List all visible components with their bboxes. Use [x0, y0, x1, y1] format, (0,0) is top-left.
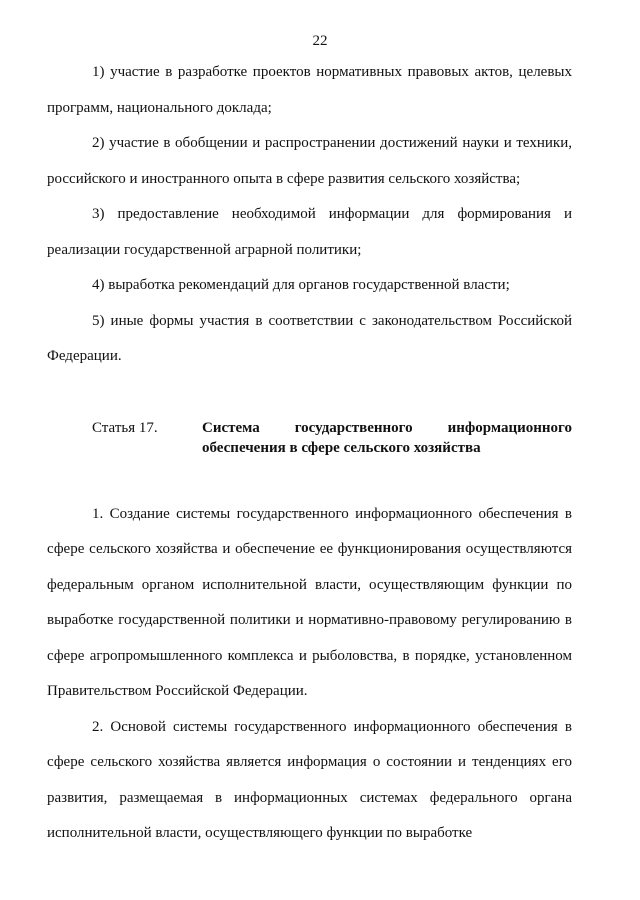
- list-item: 4) выработка рекомендаций для органов государственной власти;: [92, 277, 510, 293]
- document-body: [47, 55, 572, 852]
- article-title-line-2: обеспечения в сфере сельского хозяйства: [202, 439, 481, 456]
- list-item: 3) предоставление необходимой информации для формирования и реализации государственной аграрной политики;: [47, 206, 572, 258]
- list-item: 5) иные формы участия в соответствии с законодательством Российской Федерации.: [47, 312, 572, 364]
- page-number: 22: [312, 33, 328, 49]
- article-title-line-1: Система государственного информационного: [202, 419, 572, 436]
- article-label: Статья 17.: [92, 419, 158, 436]
- article-title: [202, 418, 572, 458]
- list-item: 2) участие в обобщении и распространении достижений науки и техники, российского и иностранного опыта в сфере развития сельского хозяйства;: [47, 135, 572, 187]
- article-heading: [47, 418, 572, 458]
- article-paragraph: 1. Создание системы государственного информационного обеспечения в сфере сельского хозяйства и обеспечение ее функционирования осуществляются федеральным органом исполнительной власти, осуществляющим функции по выработке государственной политики и нормативно-правовому регулированию в сфере агропромышленного комплекса и рыболовства, в порядке, установленном Правительством Российской Федерации.: [47, 505, 572, 699]
- list-item: 1) участие в разработке проектов нормативных правовых актов, целевых программ, национального доклада;: [47, 64, 572, 116]
- article-paragraph: 2. Основой системы государственного информационного обеспечения в сфере сельского хозяйства является информация о состоянии и тенденциях его развития, размещаемая в информационных системах федерального органа исполнительной власти, осуществляющего функции по выработке: [47, 718, 572, 841]
